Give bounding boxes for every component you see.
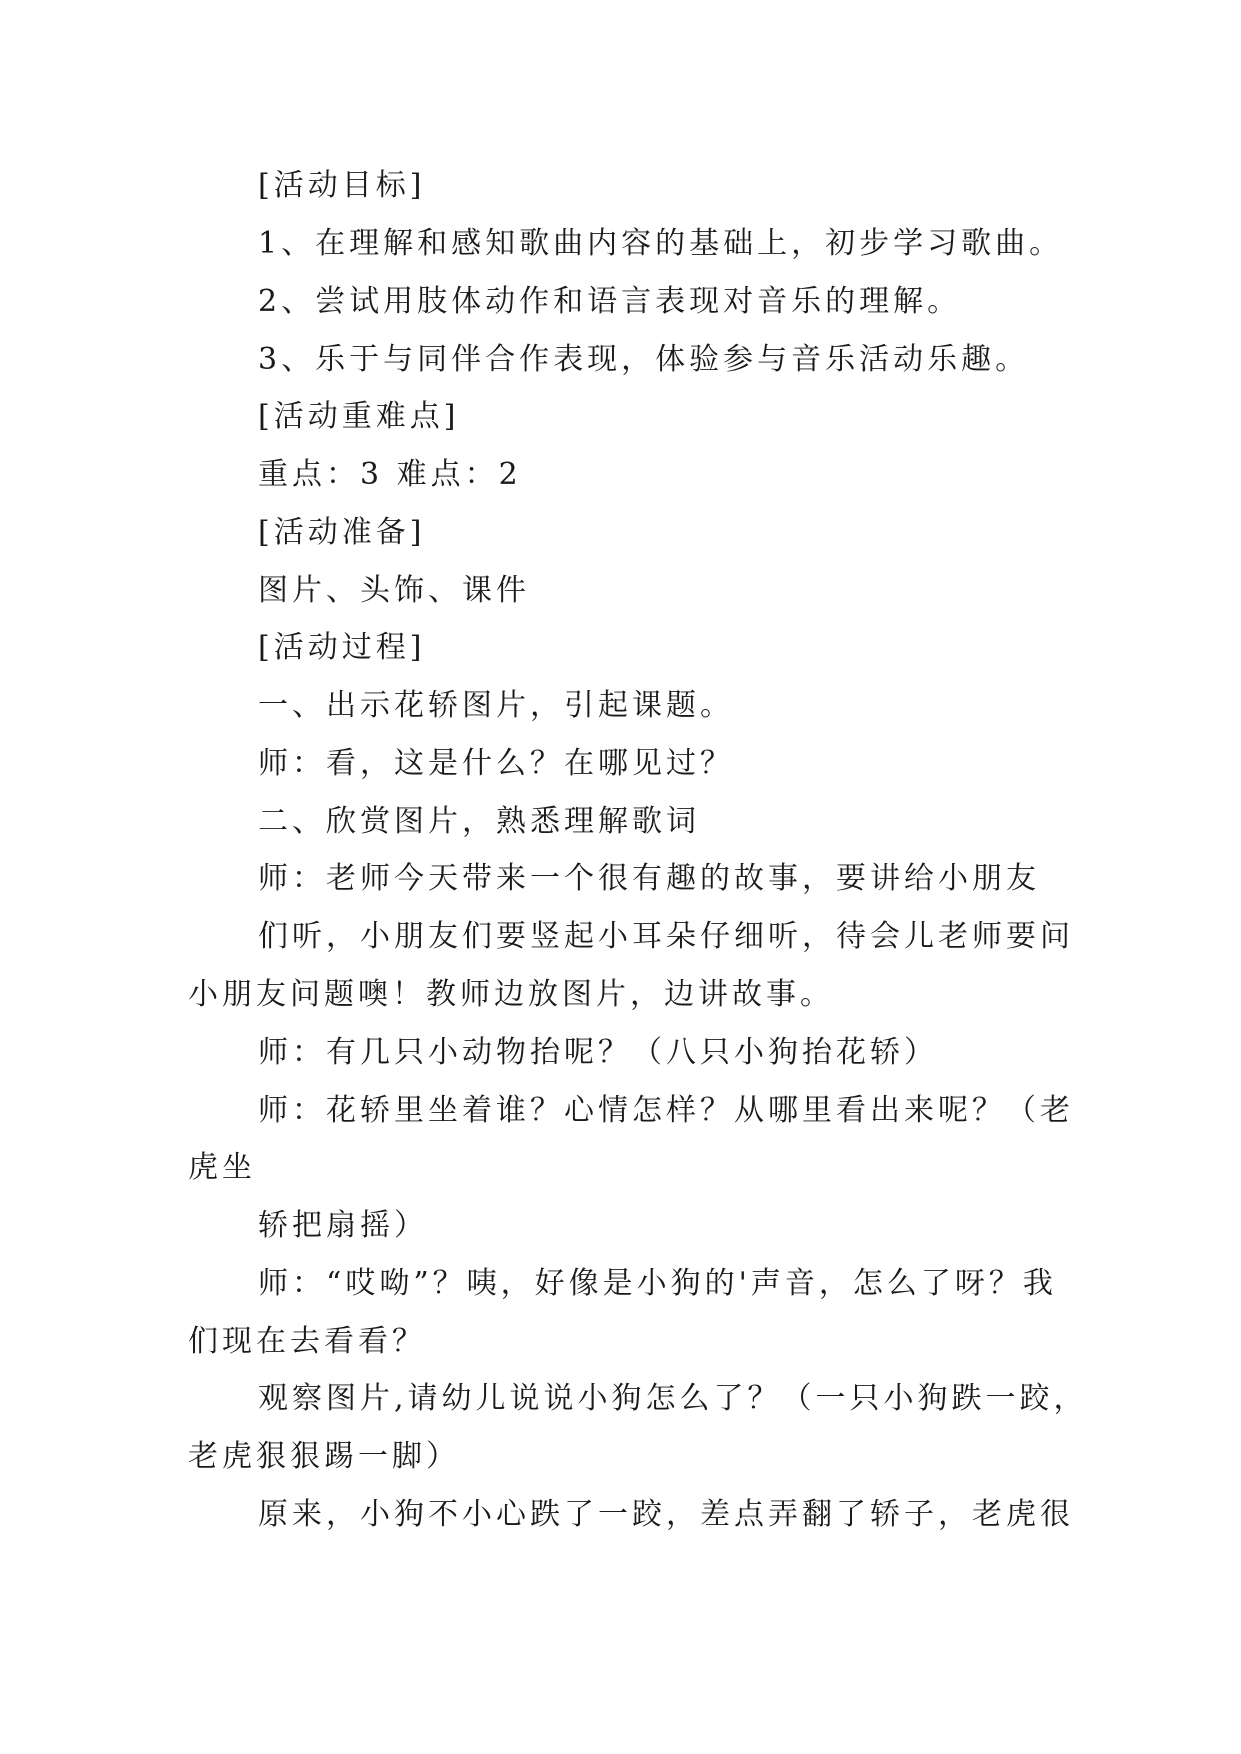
paragraph-line: 师：花轿里坐着谁？心情怎样？从哪里看出来呢？（老	[258, 1093, 1074, 1128]
heading-key-points: [活动重难点]	[258, 399, 460, 434]
heading-process: [活动过程]	[258, 630, 426, 665]
paragraph-line: 们现在去看看？	[188, 1324, 426, 1359]
paragraph-line: 师：有几只小动物抬呢？（八只小狗抬花轿）	[258, 1035, 938, 1070]
process-step-2: 二、欣赏图片，熟悉理解歌词	[258, 804, 700, 839]
key-points-text: 重点：3 难点：2	[258, 457, 522, 492]
heading-activity-goals: [活动目标]	[258, 168, 426, 203]
paragraph-line: 轿把扇摇）	[258, 1208, 428, 1243]
heading-preparation: [活动准备]	[258, 515, 426, 550]
paragraph-line: 小朋友问题噢！教师边放图片，边讲故事。	[188, 977, 834, 1012]
paragraph-line: 师：看，这是什么？在哪见过？	[258, 746, 734, 781]
goal-item-1: 1、在理解和感知歌曲内容的基础上，初步学习歌曲。	[258, 226, 1064, 261]
paragraph-line: 师：老师今天带来一个很有趣的故事，要讲给小朋友	[258, 861, 1040, 896]
goal-item-2: 2、尝试用肢体动作和语言表现对音乐的理解。	[258, 284, 962, 319]
preparation-text: 图片、头饰、课件	[258, 573, 530, 608]
paragraph-line: 老虎狠狠踢一脚）	[188, 1439, 460, 1474]
goal-item-3: 3、乐于与同伴合作表现，体验参与音乐活动乐趣。	[258, 342, 1030, 377]
paragraph-line: 观察图片,请幼儿说说小狗怎么了？（一只小狗跌一跤，	[258, 1381, 1088, 1416]
process-step-1: 一、出示花轿图片，引起课题。	[258, 688, 734, 723]
paragraph-line: 师：“哎呦”？咦，好像是小狗的'声音，怎么了呀？我	[258, 1266, 1057, 1301]
paragraph-line: 们听，小朋友们要竖起小耳朵仔细听，待会儿老师要问	[258, 919, 1074, 954]
paragraph-line: 虎坐	[188, 1150, 256, 1185]
paragraph-line: 原来，小狗不小心跌了一跤，差点弄翻了轿子，老虎很	[258, 1497, 1074, 1532]
